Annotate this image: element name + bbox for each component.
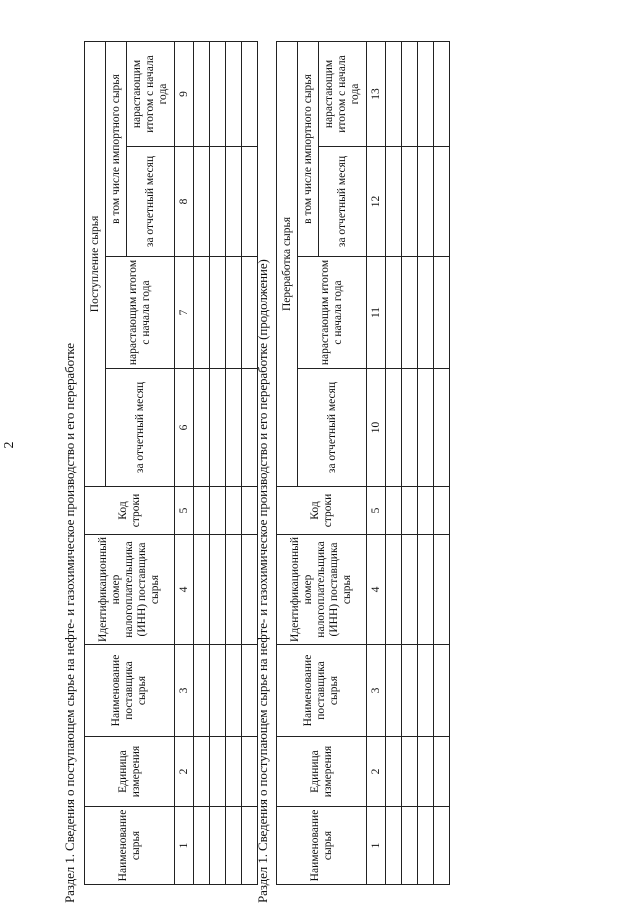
- header-supplier-name: Наименование поставщика сырья: [85, 645, 175, 737]
- table-row: [402, 41, 418, 884]
- col-number: 2: [367, 737, 386, 807]
- header-line-code: Код строки: [277, 487, 367, 535]
- header-inn: Идентификационный номер налогоплательщика (ИНН) поставщика сырья: [277, 535, 367, 645]
- col-number: 3: [175, 645, 194, 737]
- section2-caption: Раздел 1. Сведения о поступающем сырье на нефте- и газохимическое производство и его переработке (продолжение): [255, 259, 270, 903]
- header-unit: Единица измерения: [85, 737, 175, 807]
- table-row: [210, 41, 226, 884]
- header-line-code: Код строки: [85, 487, 175, 535]
- col-number: 1: [367, 807, 386, 885]
- header-ytd: нарастающим итогом с начала года: [298, 257, 367, 369]
- header-month: за отчетный месяц: [298, 369, 367, 487]
- raw-material-intake-table: [84, 41, 258, 885]
- col-number: 3: [367, 645, 386, 737]
- col-number: 1: [175, 807, 194, 885]
- table-row: [226, 41, 242, 884]
- col-number: 2: [175, 737, 194, 807]
- header-month: за отчетный месяц: [106, 369, 175, 487]
- col-number: 10: [367, 369, 386, 487]
- header-inn: Идентификационный номер налогоплательщика (ИНН) поставщика сырья: [85, 535, 175, 645]
- col-number: 5: [175, 487, 194, 535]
- header-group: Переработка сырья: [277, 41, 298, 486]
- header-import-group: в том числе импортного сырья: [298, 41, 319, 256]
- header-import-month: за отчетный месяц: [319, 147, 367, 257]
- header-group: Поступление сырья: [85, 41, 106, 486]
- col-number: 5: [367, 487, 386, 535]
- col-number: 4: [175, 535, 194, 645]
- header-supplier-name: Наименование поставщика сырья: [277, 645, 367, 737]
- header-import-month: за отчетный месяц: [127, 147, 175, 257]
- col-number: 9: [175, 41, 194, 146]
- table-row: [418, 41, 434, 884]
- table-row: [386, 41, 402, 884]
- header-import-ytd: нарастающим итогом с начала года: [127, 41, 175, 146]
- header-name: Наименование сырья: [277, 807, 367, 885]
- page-number: 2: [2, 441, 17, 449]
- header-ytd: нарастающим итогом с начала года: [106, 257, 175, 369]
- col-number: 13: [367, 41, 386, 146]
- header-import-group: в том числе импортного сырья: [106, 41, 127, 256]
- raw-material-processing-table: [276, 41, 450, 885]
- col-number: 11: [367, 257, 386, 369]
- table-row: [194, 41, 210, 884]
- header-import-ytd: нарастающим итогом с начала года: [319, 41, 367, 146]
- col-number: 8: [175, 147, 194, 257]
- section1-caption: Раздел 1. Сведения о поступающем сырье на нефте- и газохимическое производство и его переработке: [62, 343, 77, 903]
- table-row: [434, 41, 450, 884]
- col-number: 12: [367, 147, 386, 257]
- header-unit: Единица измерения: [277, 737, 367, 807]
- col-number: 6: [175, 369, 194, 487]
- col-number: 7: [175, 257, 194, 369]
- col-number: 4: [367, 535, 386, 645]
- header-name: Наименование сырья: [85, 807, 175, 885]
